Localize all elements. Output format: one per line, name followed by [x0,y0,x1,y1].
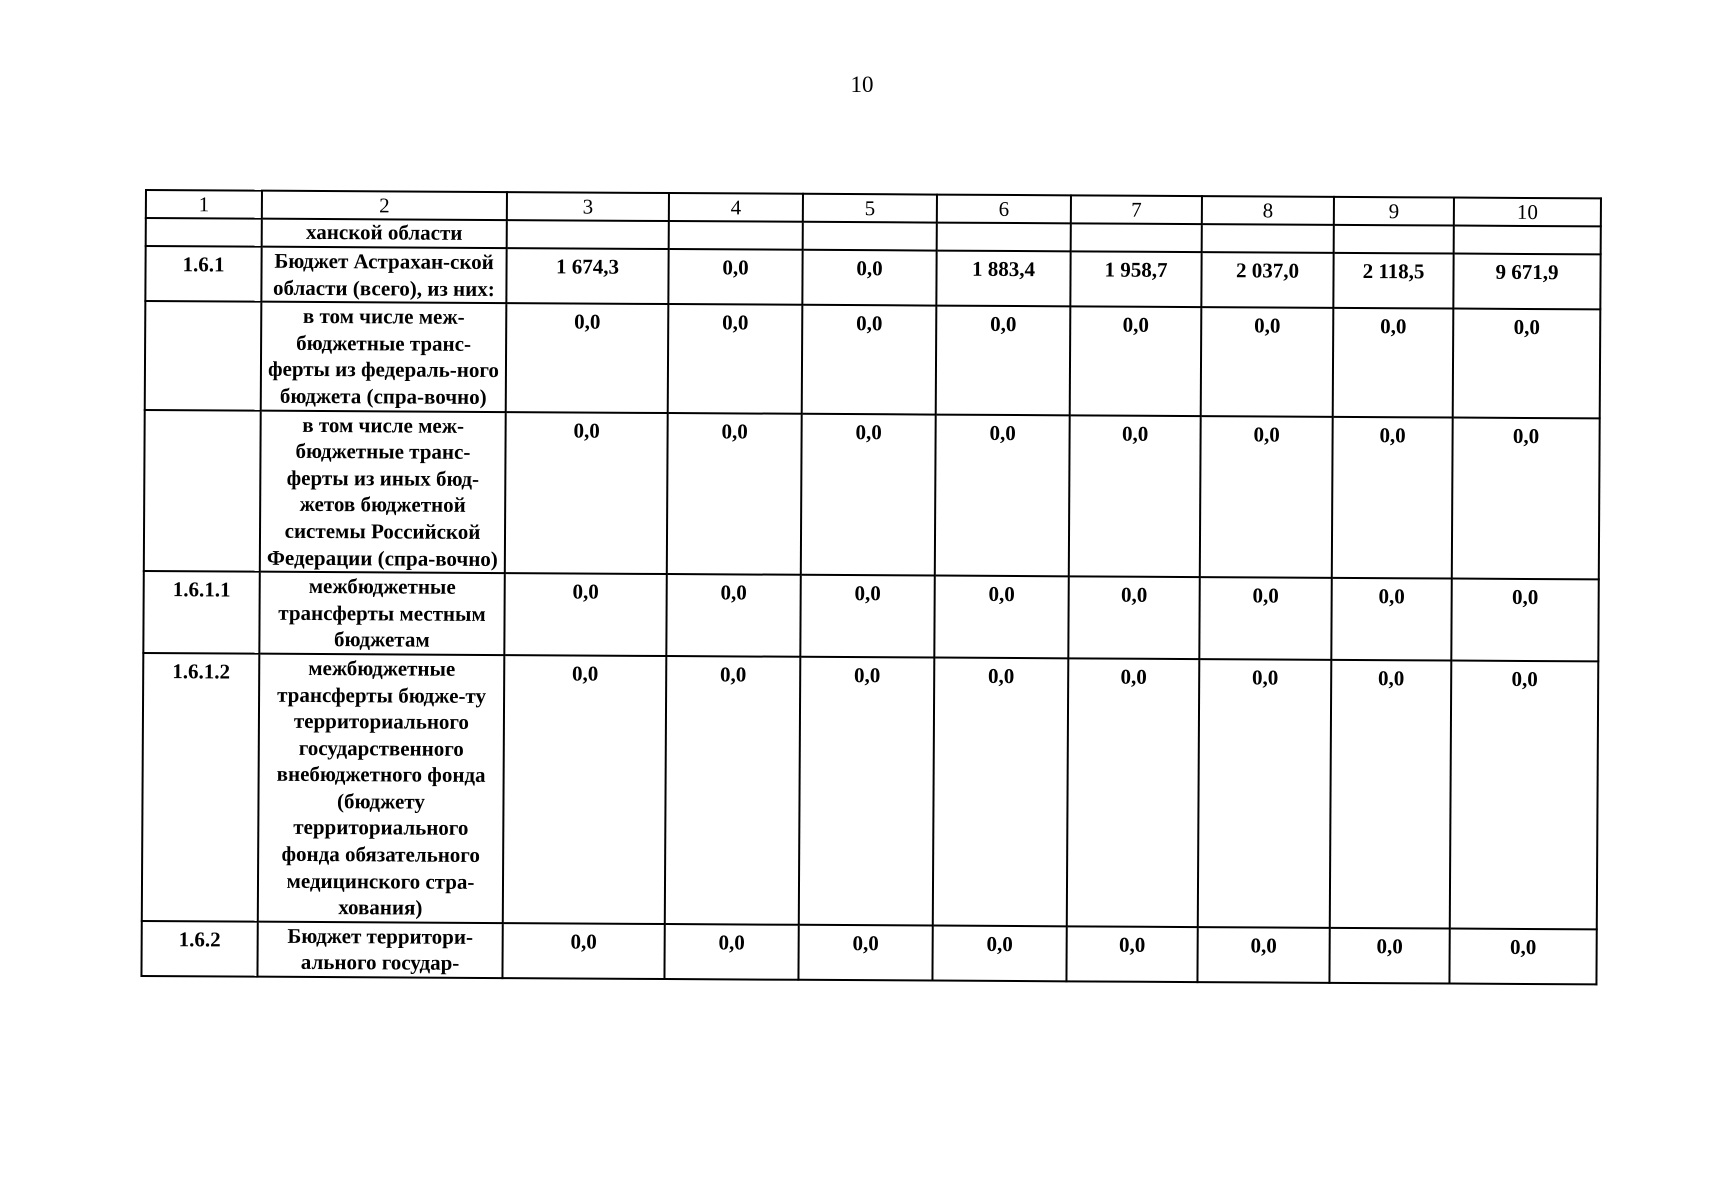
row-name: в том числе меж-бюджетные транс-ферты из иных бюд-жетов бюджетной системы Российской Федерации (спра-вочно) [260,410,506,573]
value-cell: 1 883,4 [936,251,1070,307]
value-cell [1454,226,1601,255]
value-cell: 1 958,7 [1070,251,1201,307]
value-cell: 0,0 [798,925,932,981]
value-cell: 0,0 [1070,307,1202,416]
value-cell: 1 674,3 [506,248,668,304]
value-cell: 0,0 [1066,926,1197,982]
column-number: 9 [1334,197,1454,226]
value-cell: 0,0 [502,923,664,979]
value-cell: 2 118,5 [1333,253,1453,309]
value-cell: 0,0 [666,574,800,657]
row-name: Бюджет территори-ального государ- [257,922,502,979]
row-name: Бюджет Астрахан-ской области (всего), из них: [261,247,506,304]
row-code: 1.6.2 [141,921,257,977]
page-number: 10 [850,72,874,97]
row-code: 1.6.1 [145,246,261,302]
value-cell: 0,0 [1449,928,1596,984]
row-code [145,301,262,410]
column-number: 2 [262,191,507,220]
row-code: 1.6.1.1 [143,571,259,653]
value-cell: 0,0 [1197,927,1329,983]
value-cell: 0,0 [801,413,936,575]
table-row [143,571,1598,661]
value-cell: 0,0 [1199,577,1331,660]
value-cell: 0,0 [1332,416,1453,578]
budget-table [140,189,1602,985]
value-cell: 0,0 [668,304,803,413]
value-cell: 0,0 [802,250,936,306]
row-code: 1.6.1.2 [142,653,260,922]
value-cell: 0,0 [1201,307,1334,416]
table-row [141,921,1596,985]
value-cell: 0,0 [1198,659,1332,928]
value-cell [1071,223,1202,252]
value-cell: 0,0 [933,657,1069,926]
value-cell [507,220,669,249]
value-cell: 0,0 [506,303,669,412]
value-cell [803,222,937,251]
value-cell [669,221,803,250]
value-cell: 0,0 [799,657,935,926]
value-cell: 0,0 [935,414,1070,576]
table-row [145,246,1600,310]
table-row [142,653,1599,929]
value-cell: 0,0 [936,306,1071,415]
table-row [145,301,1601,418]
value-cell: 0,0 [1067,658,1200,927]
row-name: межбюджетные трансферты бюдже-ту территориального государственного внебюджетного фонда (бюджету территориального фонда обязательного медицинского стра-хования) [258,654,505,923]
row-code [146,218,262,247]
value-cell: 0,0 [505,412,668,574]
value-cell: 0,0 [664,924,798,980]
column-number: 4 [669,193,803,222]
value-cell [1202,224,1334,253]
value-cell [937,223,1071,252]
value-cell: 0,0 [1333,308,1454,417]
row-name: межбюджетные трансферты местным бюджетам [259,572,504,655]
value-cell: 0,0 [1331,578,1451,660]
value-cell: 0,0 [934,576,1068,659]
column-number: 5 [803,194,937,223]
value-cell: 0,0 [932,925,1066,981]
value-cell: 0,0 [668,249,802,305]
value-cell: 9 671,9 [1453,254,1600,310]
value-cell: 0,0 [1069,415,1201,577]
column-number: 7 [1071,195,1202,224]
value-cell [1334,225,1454,254]
row-name: ханской области [262,219,507,248]
value-cell: 0,0 [800,575,934,658]
value-cell: 0,0 [1200,416,1333,578]
column-number: 3 [507,192,669,221]
column-number: 10 [1454,198,1601,227]
value-cell: 0,0 [1068,576,1199,659]
value-cell: 0,0 [665,656,801,925]
row-name: в том числе меж-бюджетные транс-ферты из федераль-ного бюджета (спра-вочно) [261,302,507,412]
row-code [144,410,261,572]
value-cell: 2 037,0 [1201,252,1333,308]
column-number: 8 [1202,196,1334,225]
value-cell: 0,0 [1450,660,1599,929]
table-row [144,410,1600,580]
column-number: 1 [146,190,262,219]
value-cell: 0,0 [1452,417,1600,579]
value-cell: 0,0 [1329,928,1449,984]
value-cell: 0,0 [504,573,666,656]
value-cell: 0,0 [1451,579,1598,662]
value-cell: 0,0 [1453,309,1601,418]
value-cell: 0,0 [667,413,802,575]
column-number: 6 [937,195,1071,224]
value-cell: 0,0 [503,655,667,924]
value-cell: 0,0 [802,305,937,414]
value-cell: 0,0 [1330,660,1452,929]
